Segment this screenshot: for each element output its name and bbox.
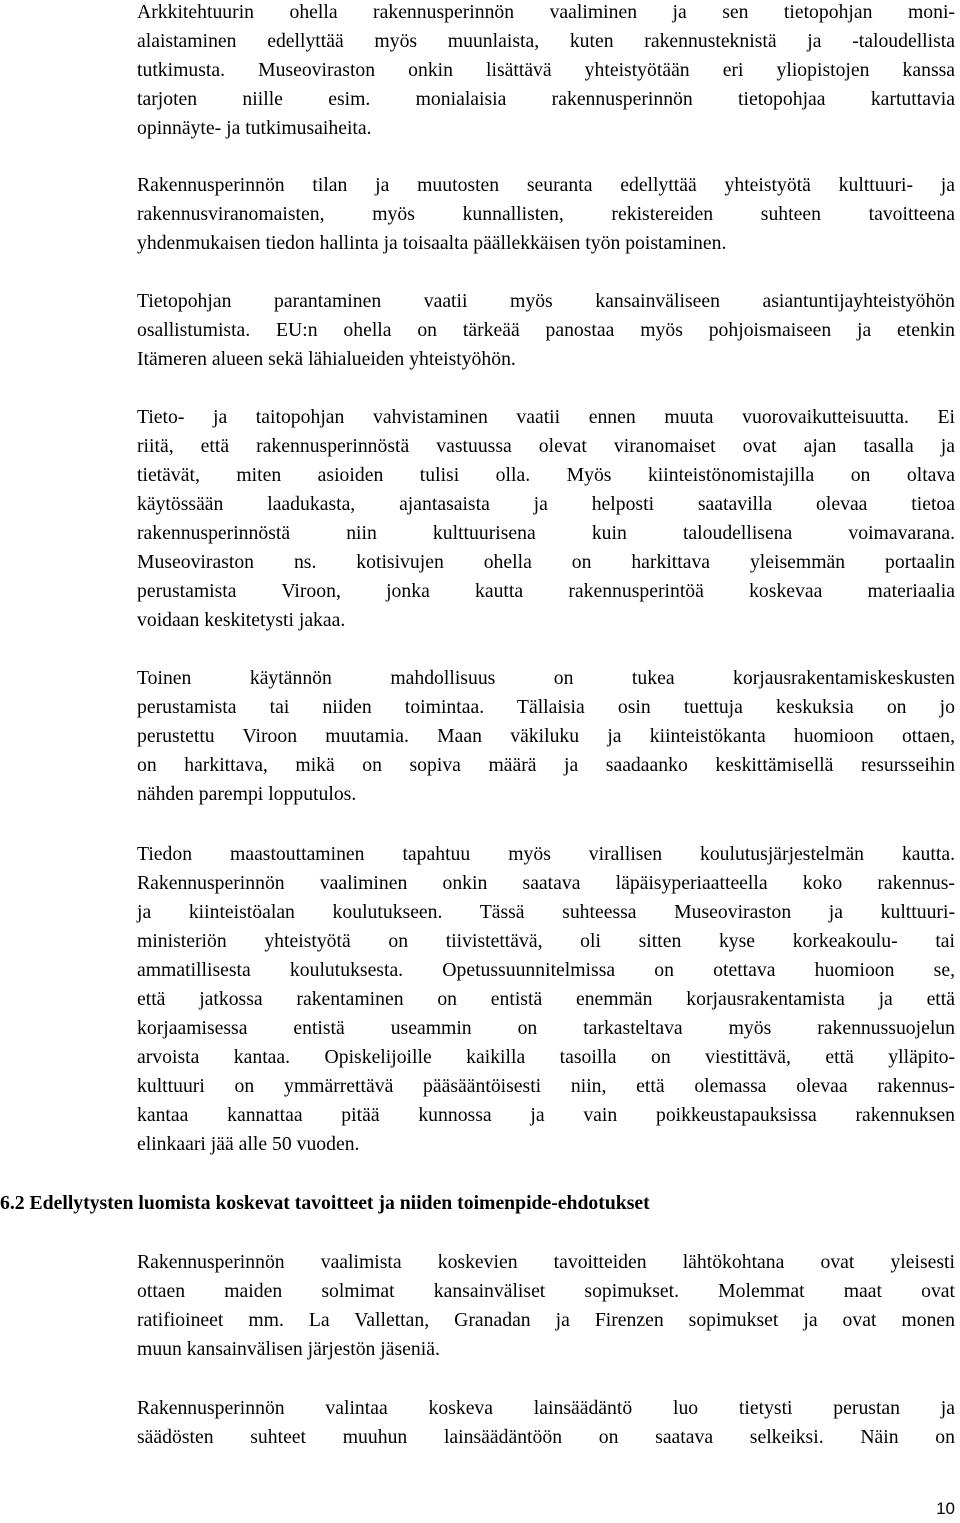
text-line: Rakennusperinnön vaaliminen onkin saatava läpäisyperiaatteella koko rakennus-: [137, 872, 955, 894]
paragraph-7: [137, 1248, 955, 1364]
text-line: arvoista kantaa. Opiskelijoille kaikilla tasoilla on viestittävä, että ylläpito-: [137, 1046, 955, 1068]
text-line: ammatillisesta koulutuksesta. Opetussuunnitelmissa on otettava huomioon se,: [137, 959, 955, 981]
text-line: Rakennusperinnön vaalimista koskevien tavoitteiden lähtökohtana ovat yleisesti: [137, 1251, 955, 1273]
paragraph-4: [137, 403, 955, 635]
text-line: perustettu Viroon muutamia. Maan väkiluku ja kiinteistökanta huomioon ottaen,: [137, 725, 955, 747]
paragraph-5: [137, 664, 955, 809]
paragraph-3: [137, 287, 955, 374]
text-line: tarjoten niille esim. monialaisia rakennusperinnön tietopohjaa kartuttavia: [137, 88, 955, 110]
text-line: korjaamisessa entistä useammin on tarkasteltava myös rakennussuojelun: [137, 1017, 955, 1039]
text-line: rakennusperinnöstä niin kulttuurisena kuin taloudellisena voimavarana.: [137, 522, 955, 544]
text-line: perustamista Viroon, jonka kautta rakennusperintöä koskevaa materiaalia: [137, 580, 955, 602]
text-line: riitä, että rakennusperinnöstä vastuussa olevat viranomaiset ovat ajan tasalla ja: [137, 435, 955, 457]
text-line: alaistaminen edellyttää myös muunlaista, kuten rakennusteknistä ja -taloudellista: [137, 30, 955, 52]
text-line: nähden parempi lopputulos.: [137, 783, 357, 805]
text-line: Rakennusperinnön tilan ja muutosten seuranta edellyttää yhteistyötä kulttuuri- ja: [137, 174, 955, 196]
text-line: perustamista tai niiden toimintaa. Tällaisia osin tuettuja keskuksia on jo: [137, 696, 955, 718]
paragraph-2: [137, 171, 955, 258]
text-line: Tiedon maastouttaminen tapahtuu myös virallisen koulutusjärjestelmän kautta.: [137, 843, 955, 865]
text-line: Tieto- ja taitopohjan vahvistaminen vaatii ennen muuta vuorovaikutteisuutta. Ei: [137, 406, 955, 428]
paragraph-6: [137, 840, 955, 1159]
text-line: tietävät, miten asioiden tulisi olla. Myös kiinteistönomistajilla on oltava: [137, 464, 955, 486]
text-line: Rakennusperinnön valintaa koskeva lainsäädäntö luo tietysti perustan ja: [137, 1397, 955, 1419]
text-line: Itämeren alueen sekä lähialueiden yhteistyöhön.: [137, 348, 516, 370]
page-number: 10: [936, 1499, 955, 1518]
text-line: voidaan keskitetysti jakaa.: [137, 609, 346, 631]
text-line: on harkittava, mikä on sopiva määrä ja saadaanko keskittämisellä resursseihin: [137, 754, 955, 776]
text-line: osallistumista. EU:n ohella on tärkeää panostaa myös pohjoismaiseen ja etenkin: [137, 319, 955, 341]
text-line: kulttuuri on ymmärrettävä pääsääntöisesti niin, että olemassa olevaa rakennus-: [137, 1075, 955, 1097]
text-line: muun kansainvälisen järjestön jäseniä.: [137, 1338, 440, 1360]
text-line: kantaa kannattaa pitää kunnossa ja vain poikkeustapauksissa rakennuksen: [137, 1104, 955, 1126]
text-line: rakennusviranomaisten, myös kunnallisten, rekistereiden suhteen tavoitteena: [137, 203, 955, 225]
text-line: ottaen maiden solmimat kansainväliset sopimukset. Molemmat maat ovat: [137, 1280, 955, 1302]
text-line: tutkimusta. Museoviraston onkin lisättävä yhteistyötään eri yliopistojen kanssa: [137, 59, 955, 81]
text-line: Museoviraston ns. kotisivujen ohella on harkittava yleisemmän portaalin: [137, 551, 955, 573]
text-line: opinnäyte- ja tutkimusaiheita.: [137, 117, 372, 139]
text-line: Tietopohjan parantaminen vaatii myös kansainväliseen asiantuntijayhteistyöhön: [137, 290, 955, 312]
section-heading: 6.2 Edellytysten luomista koskevat tavoitteet ja niiden toimenpide-ehdotukset: [0, 1192, 650, 1214]
text-line: Arkkitehtuurin ohella rakennusperinnön vaaliminen ja sen tietopohjan moni-: [137, 1, 955, 23]
paragraph-1: [137, 0, 955, 143]
text-line: käytössään laadukasta, ajantasaista ja helposti saatavilla olevaa tietoa: [137, 493, 955, 515]
text-line: ministeriön yhteistyötä on tiivistettävä, oli sitten kyse korkeakoulu- tai: [137, 930, 955, 952]
text-line: yhdenmukaisen tiedon hallinta ja toisaalta päällekkäisen työn poistaminen.: [137, 232, 727, 254]
paragraph-8: [137, 1394, 955, 1452]
text-line: ja kiinteistöalan koulutukseen. Tässä suhteessa Museoviraston ja kulttuuri-: [137, 901, 955, 923]
text-line: elinkaari jää alle 50 vuoden.: [137, 1133, 360, 1155]
text-line: ratifioineet mm. La Vallettan, Granadan ja Firenzen sopimukset ja ovat monen: [137, 1309, 955, 1331]
text-line: säädösten suhteet muuhun lainsäädäntöön on saatava selkeiksi. Näin on: [137, 1426, 955, 1448]
text-line: Toinen käytännön mahdollisuus on tukea korjausrakentamiskeskusten: [137, 667, 955, 689]
text-line: että jatkossa rakentaminen on entistä enemmän korjausrakentamista ja että: [137, 988, 955, 1010]
